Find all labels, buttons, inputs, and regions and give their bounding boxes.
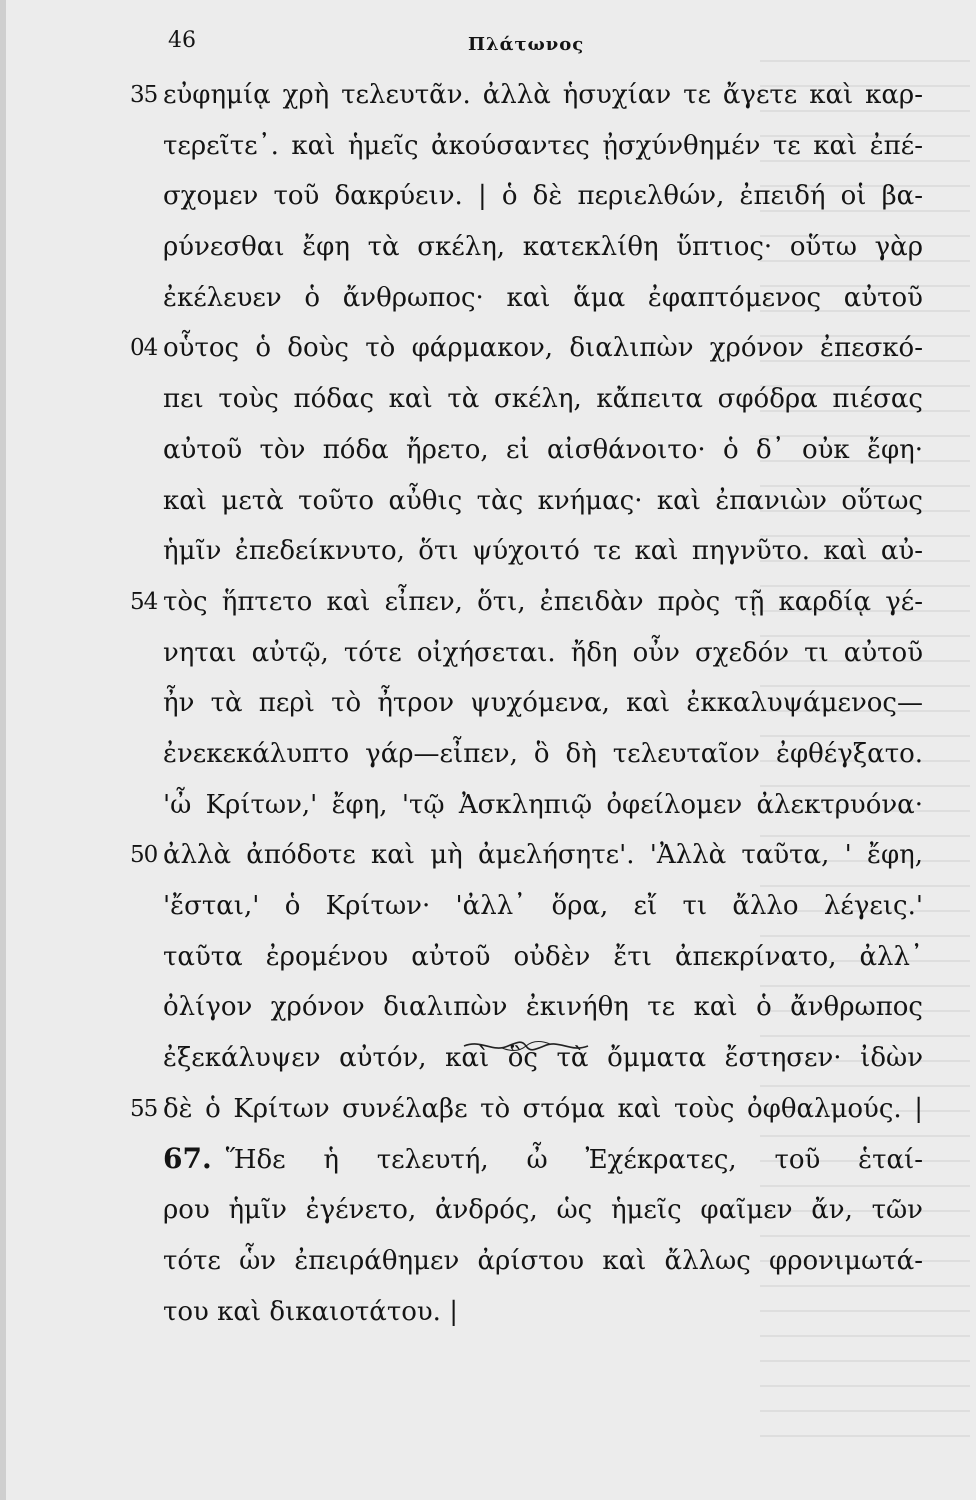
ornament-divider	[462, 1037, 590, 1055]
text-line	[0, 628, 976, 679]
text-line	[0, 374, 976, 425]
text-line	[0, 1084, 976, 1135]
section-number: 67.	[163, 1142, 212, 1176]
text-line	[0, 70, 976, 121]
line-text	[163, 1134, 923, 1186]
text-line	[0, 121, 976, 172]
line-text: τότε ὧν ἐπειράθημεν ἀρίστου καὶ ἄλλως φρονιμωτά-	[163, 1245, 923, 1276]
line-text: ἐξεκάλυψεν αὐτόν, καὶ ὃς τὰ ὄμματα ἔστησεν· ἰδὼν	[163, 1043, 923, 1074]
line-text: πει τοὺς πόδας καὶ τὰ σκέλη, κἄπειτα σφόδρα πιέσας	[163, 384, 923, 415]
text-line	[0, 222, 976, 273]
line-text: δὲ ὁ Κρίτων συνέλαβε τὸ στόμα καὶ τοὺς ὀφθαλμούς. |	[163, 1093, 923, 1124]
text-line	[0, 526, 976, 577]
line-text: εὐφημίᾳ χρὴ τελευτᾶν. ἀλλὰ ἡσυχίαν τε ἄγετε καὶ καρ-	[163, 80, 923, 110]
text-line	[0, 1134, 976, 1185]
line-text: τὸς ἥπτετο καὶ εἶπεν, ὅτι, ἐπειδὰν πρὸς τῇ καρδίᾳ γέ-	[163, 586, 923, 617]
line-number: 35	[130, 82, 158, 108]
text-line	[0, 1236, 976, 1287]
text-line	[0, 476, 976, 527]
line-number: 04	[130, 335, 158, 362]
line-text: ρύνεσθαι ἔφη τὰ σκέλη, κατεκλίθη ὕπτιος· οὕτω γὰρ	[163, 232, 923, 263]
text-line	[0, 577, 976, 628]
text-line	[0, 830, 976, 881]
text-line	[0, 932, 976, 983]
line-text: σχομεν τοῦ δακρύειν. | ὁ δὲ περιελθών, ἐπειδή οἱ βα-	[163, 181, 923, 212]
line-text: ἐκέλευεν ὁ ἄνθρωπος· καὶ ἅμα ἐφαπτόμενος αὐτοῦ	[163, 282, 923, 313]
line-number: 55	[130, 1095, 158, 1122]
text-line	[0, 729, 976, 780]
text-line	[0, 1287, 976, 1338]
line-text: ρου ἡμῖν ἐγένετο, ἀνδρός, ὡς ἡμεῖς φαῖμεν ἄν, τῶν	[163, 1195, 923, 1226]
text-line	[0, 273, 976, 324]
text-line	[0, 881, 976, 932]
line-text: ταῦτα ἐρομένου αὐτοῦ οὐδὲν ἔτι ἀπεκρίνατο, ἀλλ᾽	[163, 941, 923, 972]
text-line	[0, 678, 976, 729]
line-text: ἦν τὰ περὶ τὸ ἦτρον ψυχόμενα, καὶ ἐκκαλυψάμενος—	[163, 688, 923, 719]
line-text: 'ὦ Κρίτων,' ἔφη, 'τῷ Ἀσκληπιῷ ὀφείλομεν ἀλεκτρυόνα·	[163, 789, 923, 820]
line-text: καὶ μετὰ τοῦτο αὖθις τὰς κνήμας· καὶ ἐπανιὼν οὕτως	[163, 485, 923, 516]
text-line	[0, 1185, 976, 1236]
line-text: αὐτοῦ τὸν πόδα ἤρετο, εἰ αἰσθάνοιτο· ὁ δ᾽ οὐκ ἔφη·	[163, 434, 923, 465]
text-line	[0, 982, 976, 1033]
line-text: νηται αὐτῷ, τότε οἰχήσεται. ἤδη οὖν σχεδόν τι αὐτοῦ	[163, 637, 923, 668]
text-line	[0, 323, 976, 374]
line-text: οὗτος ὁ δοὺς τὸ φάρμακον, διαλιπὼν χρόνον ἐπεσκό-	[163, 333, 923, 364]
text-line	[0, 780, 976, 831]
text-line	[0, 171, 976, 222]
section-text: Ἥδε ἡ τελευτή, ὦ Ἐχέκρατες, τοῦ ἑταί-	[225, 1145, 923, 1176]
line-text: τερεῖτε᾽. καὶ ἡμεῖς ἀκούσαντες ᾐσχύνθημέν τε καὶ ἐπέ-	[163, 130, 923, 161]
line-number: 50	[130, 842, 158, 869]
line-text: ὀλίγον χρόνον διαλιπὼν ἐκινήθη τε καὶ ὁ ἄνθρωπος	[163, 992, 923, 1023]
line-text: ἡμῖν ἐπεδείκνυτο, ὅτι ψύχοιτό τε καὶ πηγνῦτο. καὶ αὐ-	[163, 536, 923, 567]
line-number: 54	[130, 588, 158, 615]
line-text: του καὶ δικαιοτάτου. |	[163, 1296, 458, 1327]
running-title: Πλάτωνος	[468, 34, 585, 55]
line-text: 'ἔσται,' ὁ Κρίτων· 'ἀλλ᾽ ὅρα, εἴ τι ἄλλο λέγεις.'	[163, 891, 923, 921]
line-text: ἀλλὰ ἀπόδοτε καὶ μὴ ἀμελήσητε'. 'Ἀλλὰ ταῦτα, ' ἔφη,	[163, 840, 923, 871]
page-number: 46	[168, 28, 196, 53]
line-text: ἐνεκεκάλυπτο γάρ—εἶπεν, ὃ δὴ τελευταῖον ἐφθέγξατο.	[163, 738, 923, 769]
page-header	[0, 28, 976, 68]
text-block	[0, 70, 976, 1337]
text-line	[0, 425, 976, 476]
